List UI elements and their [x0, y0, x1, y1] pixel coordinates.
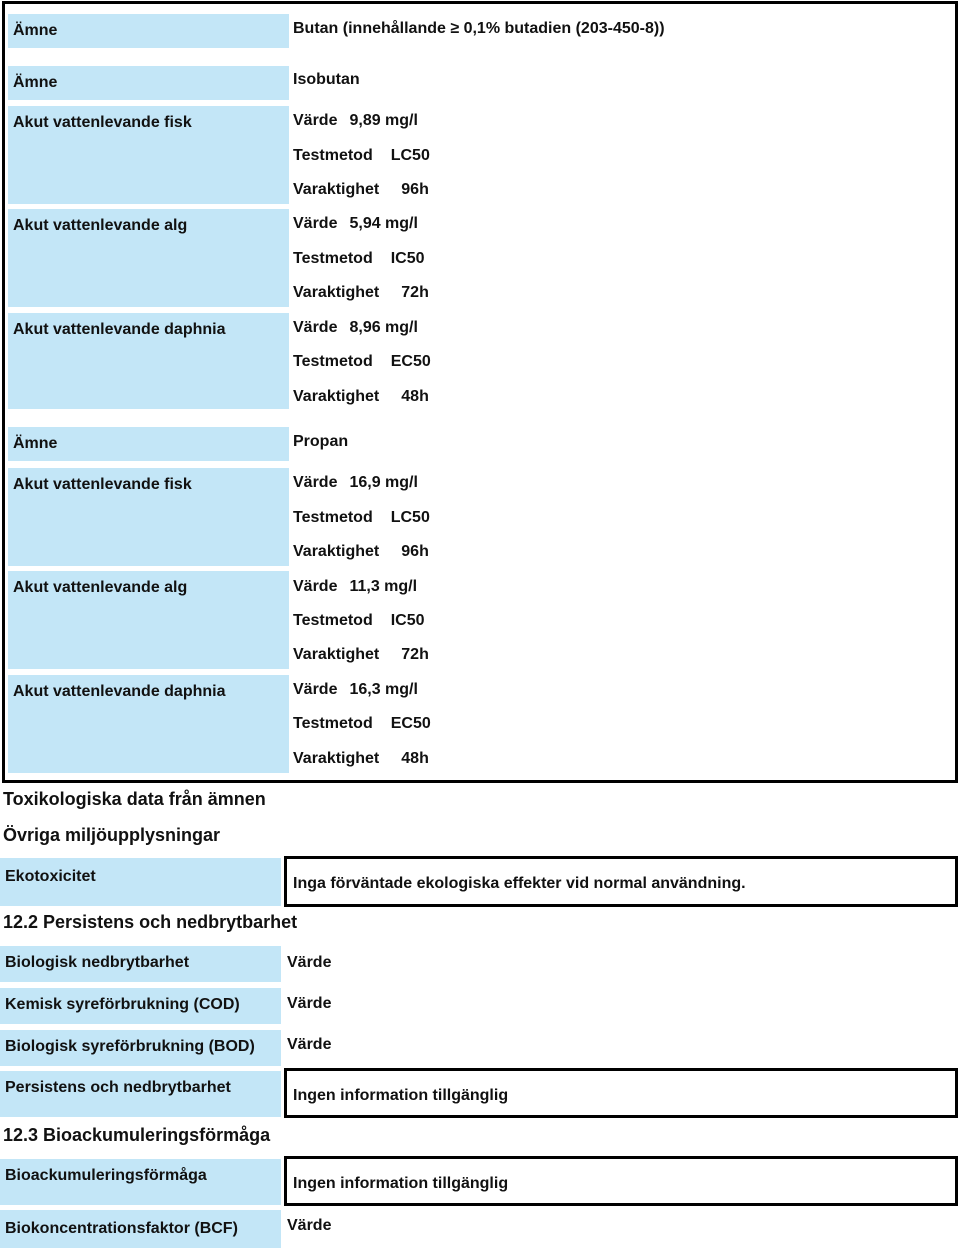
- bcf-value: Värde: [287, 1217, 332, 1234]
- method: IC50: [390, 250, 425, 267]
- cod-value: Värde: [287, 995, 332, 1012]
- biodegradability-value: Värde: [287, 954, 332, 971]
- value-line: [293, 319, 418, 337]
- duration: 72h: [401, 646, 429, 663]
- method-line: [293, 353, 431, 371]
- value: 16,3 mg/l: [349, 681, 418, 698]
- bioaccum-label: Bioackumuleringsförmåga: [0, 1159, 281, 1205]
- method: IC50: [390, 612, 425, 629]
- endpoint-label: Akut vattenlevande alg: [8, 571, 289, 669]
- biodegradability-label: Biologisk nedbrytbarhet: [0, 946, 281, 982]
- value-key: Värde: [293, 474, 338, 491]
- endpoint-label: Akut vattenlevande fisk: [8, 468, 289, 566]
- substance-name: Butan (innehållande ≥ 0,1% butadien (203-450-8)): [293, 20, 665, 37]
- value-line: [293, 681, 418, 699]
- duration-line: [293, 543, 429, 561]
- endpoint-label: Akut vattenlevande daphnia: [8, 313, 289, 409]
- method-line: [293, 250, 425, 268]
- duration-line: [293, 750, 429, 768]
- duration: 72h: [401, 284, 429, 301]
- endpoint-label: Akut vattenlevande daphnia: [8, 675, 289, 773]
- value: 5,94 mg/l: [349, 215, 418, 232]
- method-key: Testmetod: [293, 509, 373, 526]
- persistence-value: Ingen information tillgänglig: [284, 1068, 958, 1118]
- duration: 48h: [401, 388, 429, 405]
- endpoint-label: Akut vattenlevande fisk: [8, 106, 289, 204]
- method: LC50: [390, 147, 430, 164]
- duration: 96h: [401, 543, 429, 560]
- value: 8,96 mg/l: [349, 319, 418, 336]
- duration-line: [293, 388, 429, 406]
- cod-label: Kemisk syreförbrukning (COD): [0, 988, 281, 1024]
- method-key: Testmetod: [293, 147, 373, 164]
- tox-data-heading: Toxikologiska data från ämnen: [3, 789, 266, 809]
- value-key: Värde: [293, 112, 338, 129]
- bcf-label: Biokoncentrationsfaktor (BCF): [0, 1210, 281, 1248]
- substance-label: Ämne: [8, 14, 289, 48]
- method-key: Testmetod: [293, 250, 373, 267]
- method-line: [293, 715, 431, 733]
- duration-key: Varaktighet: [293, 388, 380, 405]
- duration-line: [293, 284, 429, 302]
- duration-line: [293, 646, 429, 664]
- substance-label: Ämne: [8, 66, 289, 100]
- value-line: [293, 578, 417, 596]
- value-line: [293, 112, 418, 130]
- duration: 96h: [401, 181, 429, 198]
- value-line: [293, 474, 418, 492]
- method-key: Testmetod: [293, 612, 373, 629]
- substance-label: Ämne: [8, 427, 289, 461]
- value: 9,89 mg/l: [349, 112, 418, 129]
- ecotox-label: Ekotoxicitet: [0, 858, 281, 906]
- persistence-heading: 12.2 Persistens och nedbrytbarhet: [3, 912, 298, 932]
- value: 11,3 mg/l: [349, 578, 418, 595]
- bioaccum-heading: 12.3 Bioackumuleringsförmåga: [3, 1125, 271, 1145]
- substance-name: Propan: [293, 433, 349, 450]
- value: 16,9 mg/l: [349, 474, 418, 491]
- method: EC50: [390, 715, 431, 732]
- method-line: [293, 509, 430, 527]
- persistence-label: Persistens och nedbrytbarhet: [0, 1071, 281, 1117]
- duration-key: Varaktighet: [293, 750, 380, 767]
- duration-key: Varaktighet: [293, 646, 380, 663]
- bod-value: Värde: [287, 1036, 332, 1053]
- value-key: Värde: [293, 578, 338, 595]
- duration-key: Varaktighet: [293, 543, 380, 560]
- value-key: Värde: [293, 215, 338, 232]
- value-key: Värde: [293, 319, 338, 336]
- method-key: Testmetod: [293, 353, 373, 370]
- value-key: Värde: [293, 681, 338, 698]
- duration: 48h: [401, 750, 429, 767]
- duration-line: [293, 181, 429, 199]
- method-line: [293, 147, 430, 165]
- method-line: [293, 612, 425, 630]
- ecotox-value: Inga förväntade ekologiska effekter vid normal användning.: [284, 856, 958, 907]
- method-key: Testmetod: [293, 715, 373, 732]
- method: EC50: [390, 353, 431, 370]
- method: LC50: [390, 509, 430, 526]
- bioaccum-value: Ingen information tillgänglig: [284, 1156, 958, 1206]
- substance-name: Isobutan: [293, 71, 360, 88]
- duration-key: Varaktighet: [293, 284, 380, 301]
- duration-key: Varaktighet: [293, 181, 380, 198]
- bod-label: Biologisk syreförbrukning (BOD): [0, 1030, 281, 1066]
- value-line: [293, 215, 418, 233]
- other-env-heading: Övriga miljöupplysningar: [3, 825, 221, 845]
- endpoint-label: Akut vattenlevande alg: [8, 209, 289, 307]
